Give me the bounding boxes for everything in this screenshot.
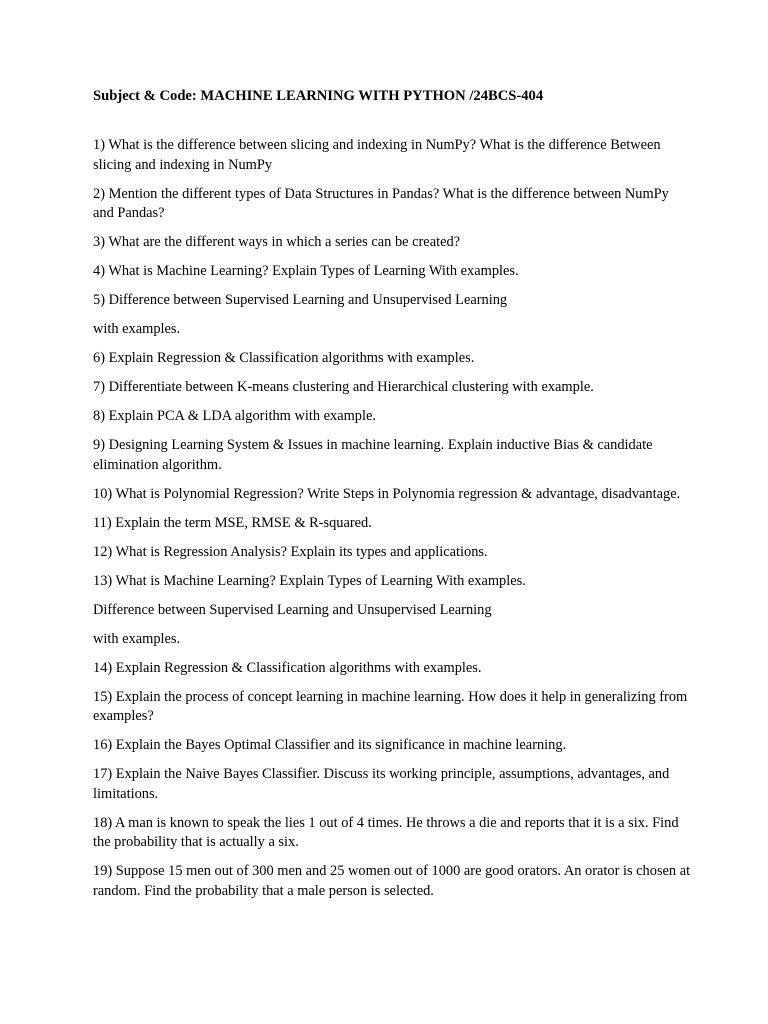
question-5: 5) Difference between Supervised Learning and Unsupervised Learning [93, 292, 508, 308]
question-17: 17) Explain the Naive Bayes Classifier. Discuss its working principle, assumptions, advantages, and limitations. [93, 766, 670, 802]
question-11: 11) Explain the term MSE, RMSE & R-squared. [93, 514, 372, 531]
question-15: 15) Explain the process of concept learning in machine learning. How does it help in generalizing from examples? [93, 688, 688, 724]
question-10: 10) What is Polynomial Regression? Write Steps in Polynomia regression & advantage, disadvantage. [93, 485, 681, 502]
question-6: 6) Explain Regression & Classification algorithms with examples. [93, 350, 475, 366]
question-list [93, 136, 693, 901]
question-5-continuation: with examples. [93, 321, 181, 337]
document-page [93, 87, 693, 911]
question-9: 9) Designing Learning System & Issues in machine learning. Explain inductive Bias & candidate elimination algorithm. [93, 437, 653, 473]
question-2: 2) Mention the different types of Data Structures in Pandas? What is the difference between NumPy and Pandas? [93, 185, 669, 221]
question-4: 4) What is Machine Learning? Explain Types of Learning With examples. [93, 263, 519, 279]
question-7: 7) Differentiate between K-means clustering and Hierarchical clustering with example. [93, 379, 594, 395]
question-14: 14) Explain Regression & Classification algorithms with examples. [93, 659, 482, 676]
question-3: 3) What are the different ways in which a series can be created? [93, 234, 461, 250]
question-1: 1) What is the difference between slicing and indexing in NumPy? What is the difference Between slicing and indexing in NumPy [93, 137, 661, 173]
question-13-continuation: Difference between Supervised Learning and Unsupervised Learning [93, 601, 492, 618]
question-13-continuation-2: with examples. [93, 630, 181, 647]
question-8: 8) Explain PCA & LDA algorithm with example. [93, 408, 376, 424]
question-19: 19) Suppose 15 men out of 300 men and 25 women out of 1000 are good orators. An orator is chosen at random. Find the probability that a male person is selected. [93, 863, 691, 899]
question-16: 16) Explain the Bayes Optimal Classifier and its significance in machine learning. [93, 737, 567, 753]
question-12: 12) What is Regression Analysis? Explain its types and applications. [93, 543, 488, 560]
document-title: Subject & Code: MACHINE LEARNING WITH PYTHON /24BCS-404 [93, 88, 544, 104]
question-13: 13) What is Machine Learning? Explain Types of Learning With examples. [93, 572, 526, 589]
question-18: 18) A man is known to speak the lies 1 out of 4 times. He throws a die and reports that it is a six. Find the probability that is actually a six. [93, 814, 679, 850]
